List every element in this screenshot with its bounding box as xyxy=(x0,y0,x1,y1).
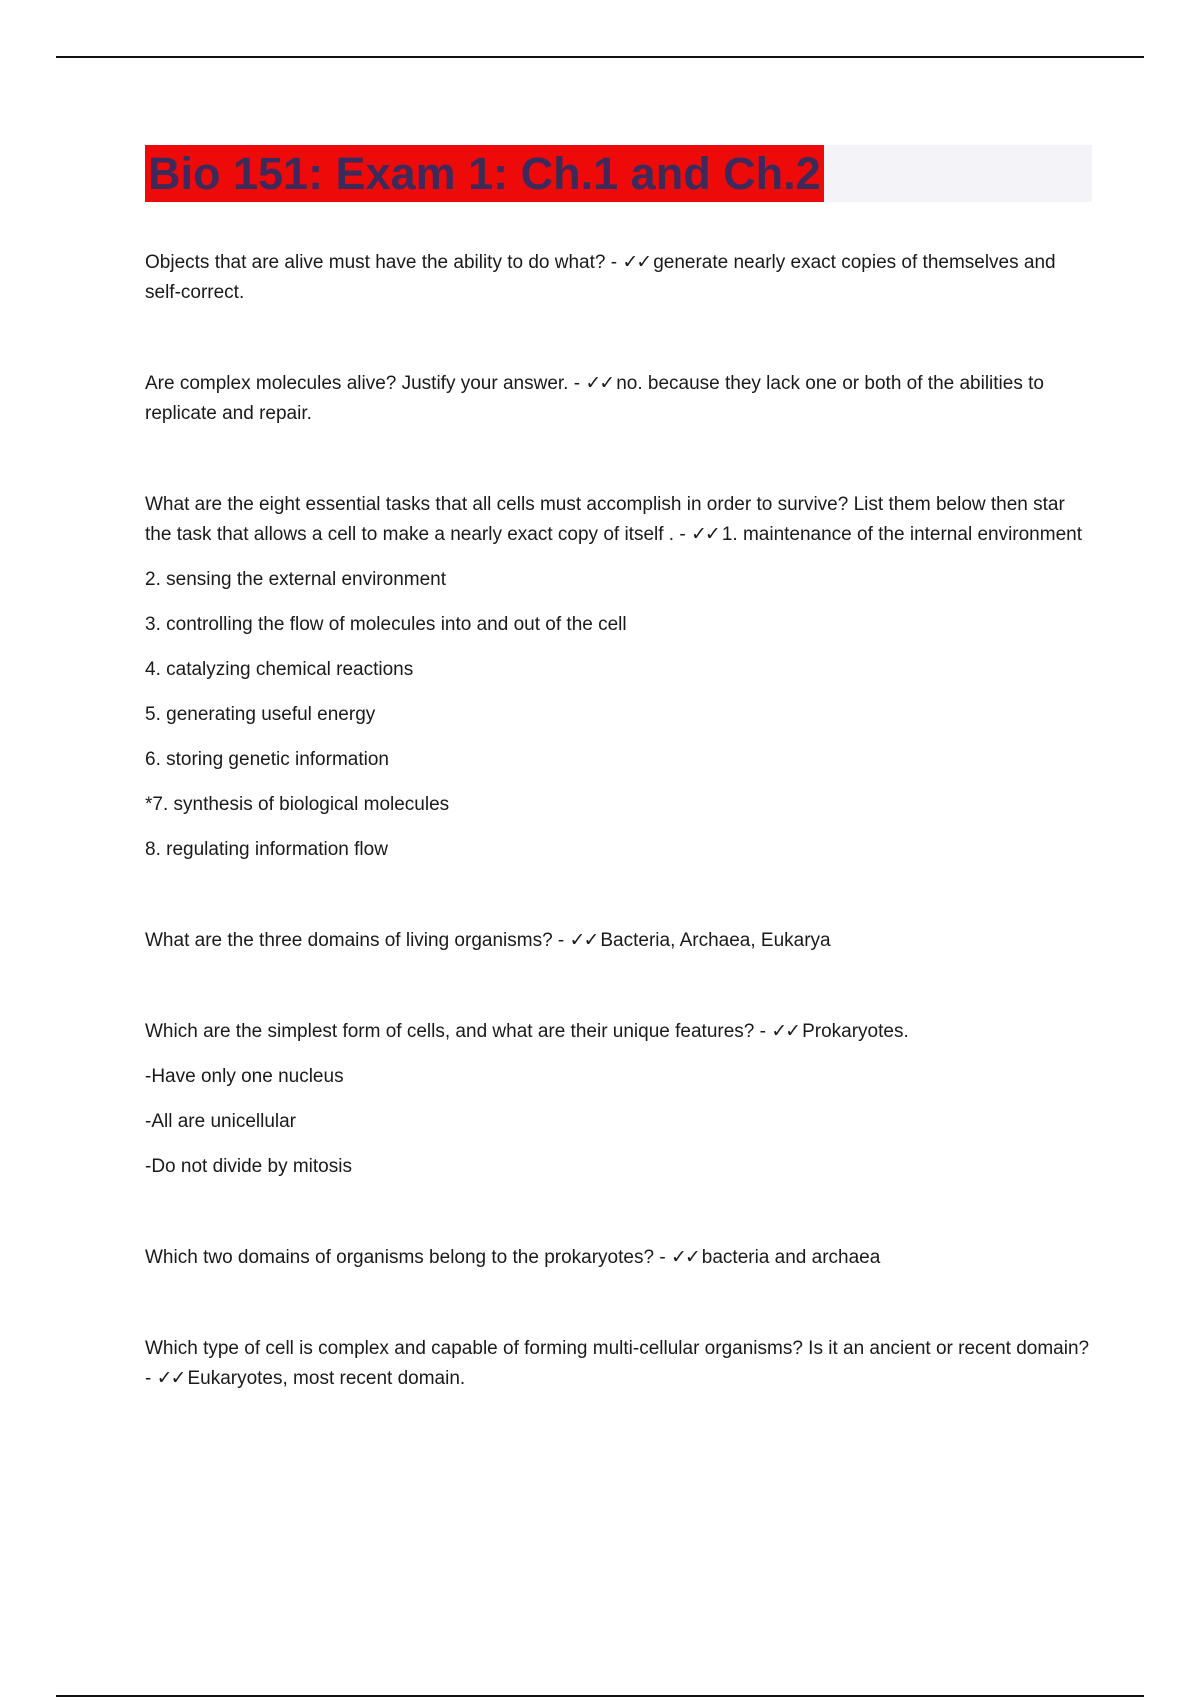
answer-text: Prokaryotes. xyxy=(802,1021,909,1042)
footer-rule xyxy=(56,1695,1144,1697)
answer-text: bacteria and archaea xyxy=(701,1247,881,1268)
answer-line: *7. synthesis of biological molecules xyxy=(145,794,450,815)
question-answer xyxy=(145,490,1090,550)
question-text: What are the three domains of living organisms? - xyxy=(145,930,570,951)
flashcard xyxy=(145,248,1090,308)
question-answer xyxy=(145,1017,1090,1047)
answer-line: 4. catalyzing chemical reactions xyxy=(145,659,414,680)
check-mark-icon: ✓✓ xyxy=(771,1021,800,1042)
header-rule xyxy=(56,56,1144,58)
check-mark-icon: ✓✓ xyxy=(585,373,614,394)
question-answer xyxy=(145,1243,1090,1273)
title-bar xyxy=(145,145,1092,202)
flashcard xyxy=(145,926,1090,956)
flashcard xyxy=(145,369,1090,429)
answer-text: Eukaryotes, most recent domain. xyxy=(187,1368,466,1389)
flashcard xyxy=(145,490,1090,865)
question-text: Which are the simplest form of cells, and what are their unique features? - xyxy=(145,1021,772,1042)
question-text: Are complex molecules alive? Justify your answer. - xyxy=(145,373,586,394)
answer-line: 2. sensing the external environment xyxy=(145,569,447,590)
answer-text: Bacteria, Archaea, Eukarya xyxy=(600,930,831,951)
check-mark-icon: ✓✓ xyxy=(622,252,651,273)
answer-line: 6. storing genetic information xyxy=(145,749,389,770)
question-text: Which type of cell is complex and capable of forming multi-cellular organisms? Is it an ancient or recent domain? - xyxy=(145,1338,1090,1389)
check-mark-icon: ✓✓ xyxy=(156,1368,185,1389)
check-mark-icon: ✓✓ xyxy=(569,930,598,951)
answer-text: 1. maintenance of the internal environment xyxy=(721,524,1082,545)
document-title: Bio 151: Exam 1: Ch.1 and Ch.2 xyxy=(145,145,824,202)
flashcard xyxy=(145,1243,1090,1273)
answer-line: 3. controlling the flow of molecules into and out of the cell xyxy=(145,614,627,635)
answer-text: no. because they lack one or both of the abilities to replicate and repair. xyxy=(145,373,1044,424)
question-answer xyxy=(145,1334,1090,1394)
question-text: Objects that are alive must have the ability to do what? - xyxy=(145,252,623,273)
question-text: Which two domains of organisms belong to the prokaryotes? - xyxy=(145,1247,671,1268)
flashcard xyxy=(145,1017,1090,1182)
question-answer xyxy=(145,248,1090,308)
answer-line: 8. regulating information flow xyxy=(145,839,388,860)
question-text: What are the eight essential tasks that all cells must accomplish in order to survive? List them below then star the task that allows a cell to make a nearly exact copy of itself . - xyxy=(145,494,1065,545)
answer-line: -All are unicellular xyxy=(145,1111,297,1132)
answer-line: -Do not divide by mitosis xyxy=(145,1156,352,1177)
flashcard-list xyxy=(145,248,1090,1394)
answer-line: -Have only one nucleus xyxy=(145,1066,344,1087)
answer-text: generate nearly exact copies of themselves and self-correct. xyxy=(145,252,1056,303)
question-answer xyxy=(145,369,1090,429)
question-answer xyxy=(145,926,1090,956)
flashcard xyxy=(145,1334,1090,1394)
answer-line: 5. generating useful energy xyxy=(145,704,376,725)
check-mark-icon: ✓✓ xyxy=(670,1247,699,1268)
check-mark-icon: ✓✓ xyxy=(690,524,719,545)
